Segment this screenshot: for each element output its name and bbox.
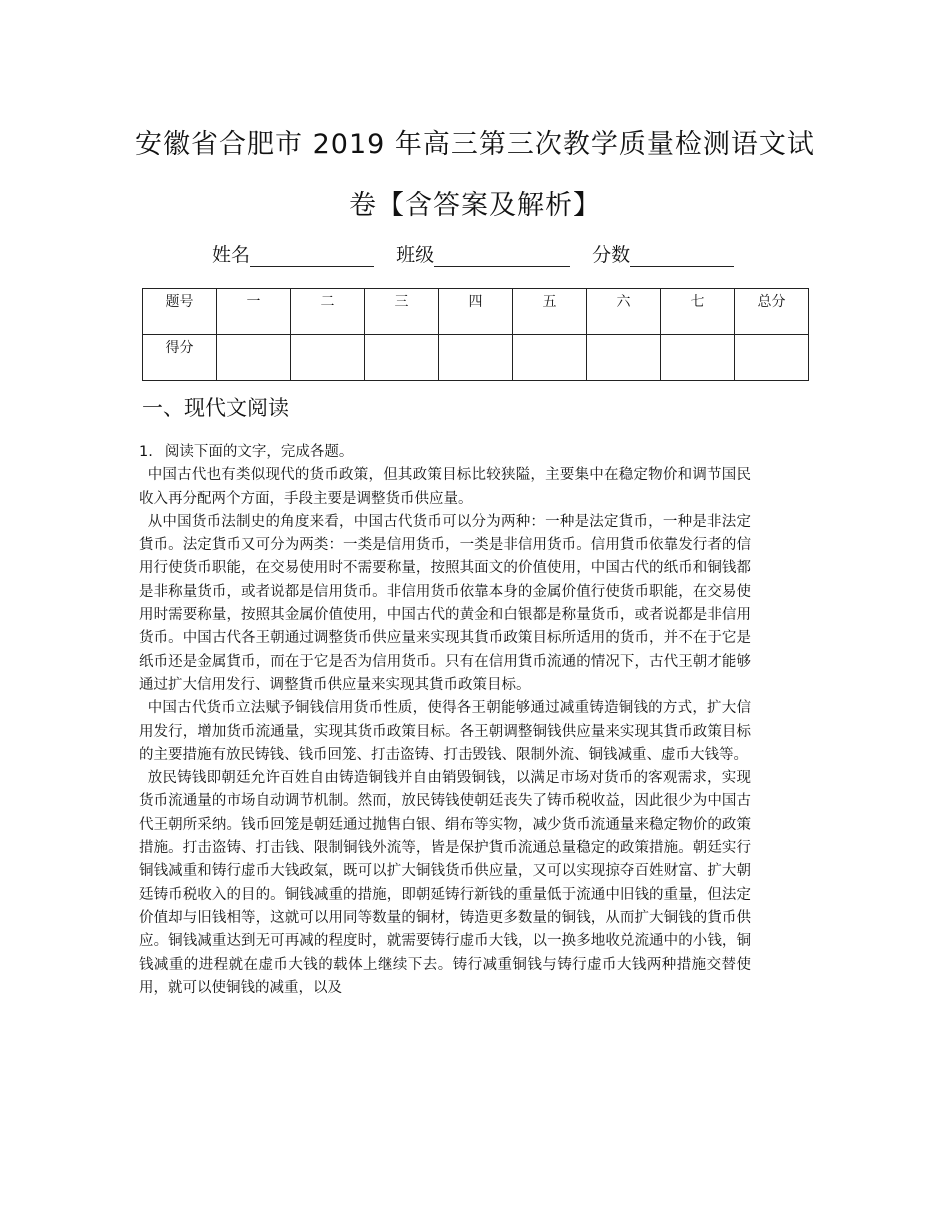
score-row-label: 得分 [143, 335, 217, 381]
score-cell[interactable] [365, 335, 439, 381]
score-cell[interactable] [587, 335, 661, 381]
score-table-score-row [143, 335, 809, 381]
document-title-line1: 安徽省合肥市 2019 年高三第三次教学质量检测语文试 [135, 129, 815, 160]
score-cell[interactable] [513, 335, 587, 381]
score-table-header-cell: 四 [439, 289, 513, 335]
score-blank[interactable] [630, 245, 734, 267]
document-title-line2: 卷【含答案及解析】 [349, 190, 601, 221]
class-label: 班级 [396, 244, 435, 266]
name-blank[interactable] [250, 245, 374, 267]
score-label: 分数 [592, 244, 631, 266]
question-prompt-text: 阅读下面的文字，完成各题。 [164, 444, 354, 460]
passage-paragraph: 中国古代也有类似现代的货币政策，但其政策目标比较狭隘，主要集中在稳定物价和调节国民收入再分配两个方面，手段主要是调整货币供应量。 [139, 467, 751, 507]
score-cell[interactable] [439, 335, 513, 381]
score-table-header-cell: 七 [661, 289, 735, 335]
score-table-header-cell: 题号 [143, 289, 217, 335]
score-cell[interactable] [217, 335, 291, 381]
score-table-header-cell: 一 [217, 289, 291, 335]
name-label: 姓名 [212, 244, 251, 266]
student-info-row [212, 240, 734, 267]
class-blank[interactable] [434, 245, 570, 267]
score-table-header-cell: 二 [291, 289, 365, 335]
score-cell[interactable] [291, 335, 365, 381]
score-table-header-row [143, 289, 809, 335]
score-table-header-cell: 三 [365, 289, 439, 335]
score-cell[interactable] [661, 335, 735, 381]
score-table-header-cell: 六 [587, 289, 661, 335]
reading-passage [139, 441, 751, 1000]
question-number: 1. [139, 444, 153, 460]
passage-paragraph: 放民铸钱即朝廷允许百姓自由铸造铜钱并自由销毁铜钱，以满足市场对货币的客观需求，实现货币流通量的市场自动调节机制。然而，放民铸钱使朝廷丧失了铸币税收益，因此很少为中国古代王朝所采纳。钱币回笼是朝廷通过抛售白银、绢布等实物，减少货币流通量来稳定物价的政策措施。打击盗铸、打击钱、限制铜钱外流等，皆是保护貨币流通总量稳定的政策措施。朝廷实行铜钱减重和铸行虚币大钱政氣，既可以扩大铜钱货币供应量，又可以实现掠夺百姓财富、扩大朝廷铸币税收入的目的。铜钱减重的措施，即朝延铸行新钱的重量低于流通中旧钱的重量，但法定价值却与旧钱相等，这就可以用同等数量的铜材，铸造更多数量的铜钱，从而扩大铜钱的貨币供应。铜钱减重达到无可再减的程度时，就需要铸行虚币大钱，以一换多地收兑流通中的小钱，铜钱减重的进程就在虚币大钱的载体上继续下去。铸行减重铜钱与铸行虚币大钱两种措施交替使用，就可以使铜钱的减重，以及 [139, 770, 751, 996]
section-heading: 一、现代文阅读 [142, 396, 289, 420]
score-table-header-cell: 五 [513, 289, 587, 335]
score-table-header-cell: 总分 [735, 289, 809, 335]
passage-paragraph: 从中国货币法制史的角度来看，中国古代货币可以分为两种：一种是法定貨币，一种是非法定貨币。法定貨币又可分为两类：一类是信用货币，一类是非信用货币。信用貨币依靠发行者的信用行使货币职能，在交易使用时不需要称量，按照其面文的价值使用，中国古代的纸币和铜钱都是非称量货币，或者说都是信用货币。非信用货币依靠本身的金属价值行使货币职能，在交易使用时需要称量，按照其金属价值使用，中国古代的黄金和白银都是称量货币，或者说都是非信用货币。中国古代各王朝通过调整货币供应量来实现其貨币政策目标所适用的货币，并不在于它是纸币还是金属貨币，而在于它是否为信用货币。只有在信用貨币流通的情况下，古代王朝才能够通过扩大信用发行、调整貨币供应量来实现其貨币政策目标。 [139, 513, 751, 693]
score-table [142, 288, 809, 381]
passage-paragraph: 中国古代货币立法赋予铜钱信用货币性质，使得各王朝能够通过减重铸造铜钱的方式，扩大信用发行，增加货币流通量，实现其货币政策目标。各王朝调整铜钱供应量来实现其貨币政策目标的主要措施有放民铸钱、钱币回笼、打击盗铸、打击毁钱、限制外流、铜钱减重、虚币大钱等。 [139, 700, 751, 763]
score-cell[interactable] [735, 335, 809, 381]
question-prompt [139, 441, 751, 464]
